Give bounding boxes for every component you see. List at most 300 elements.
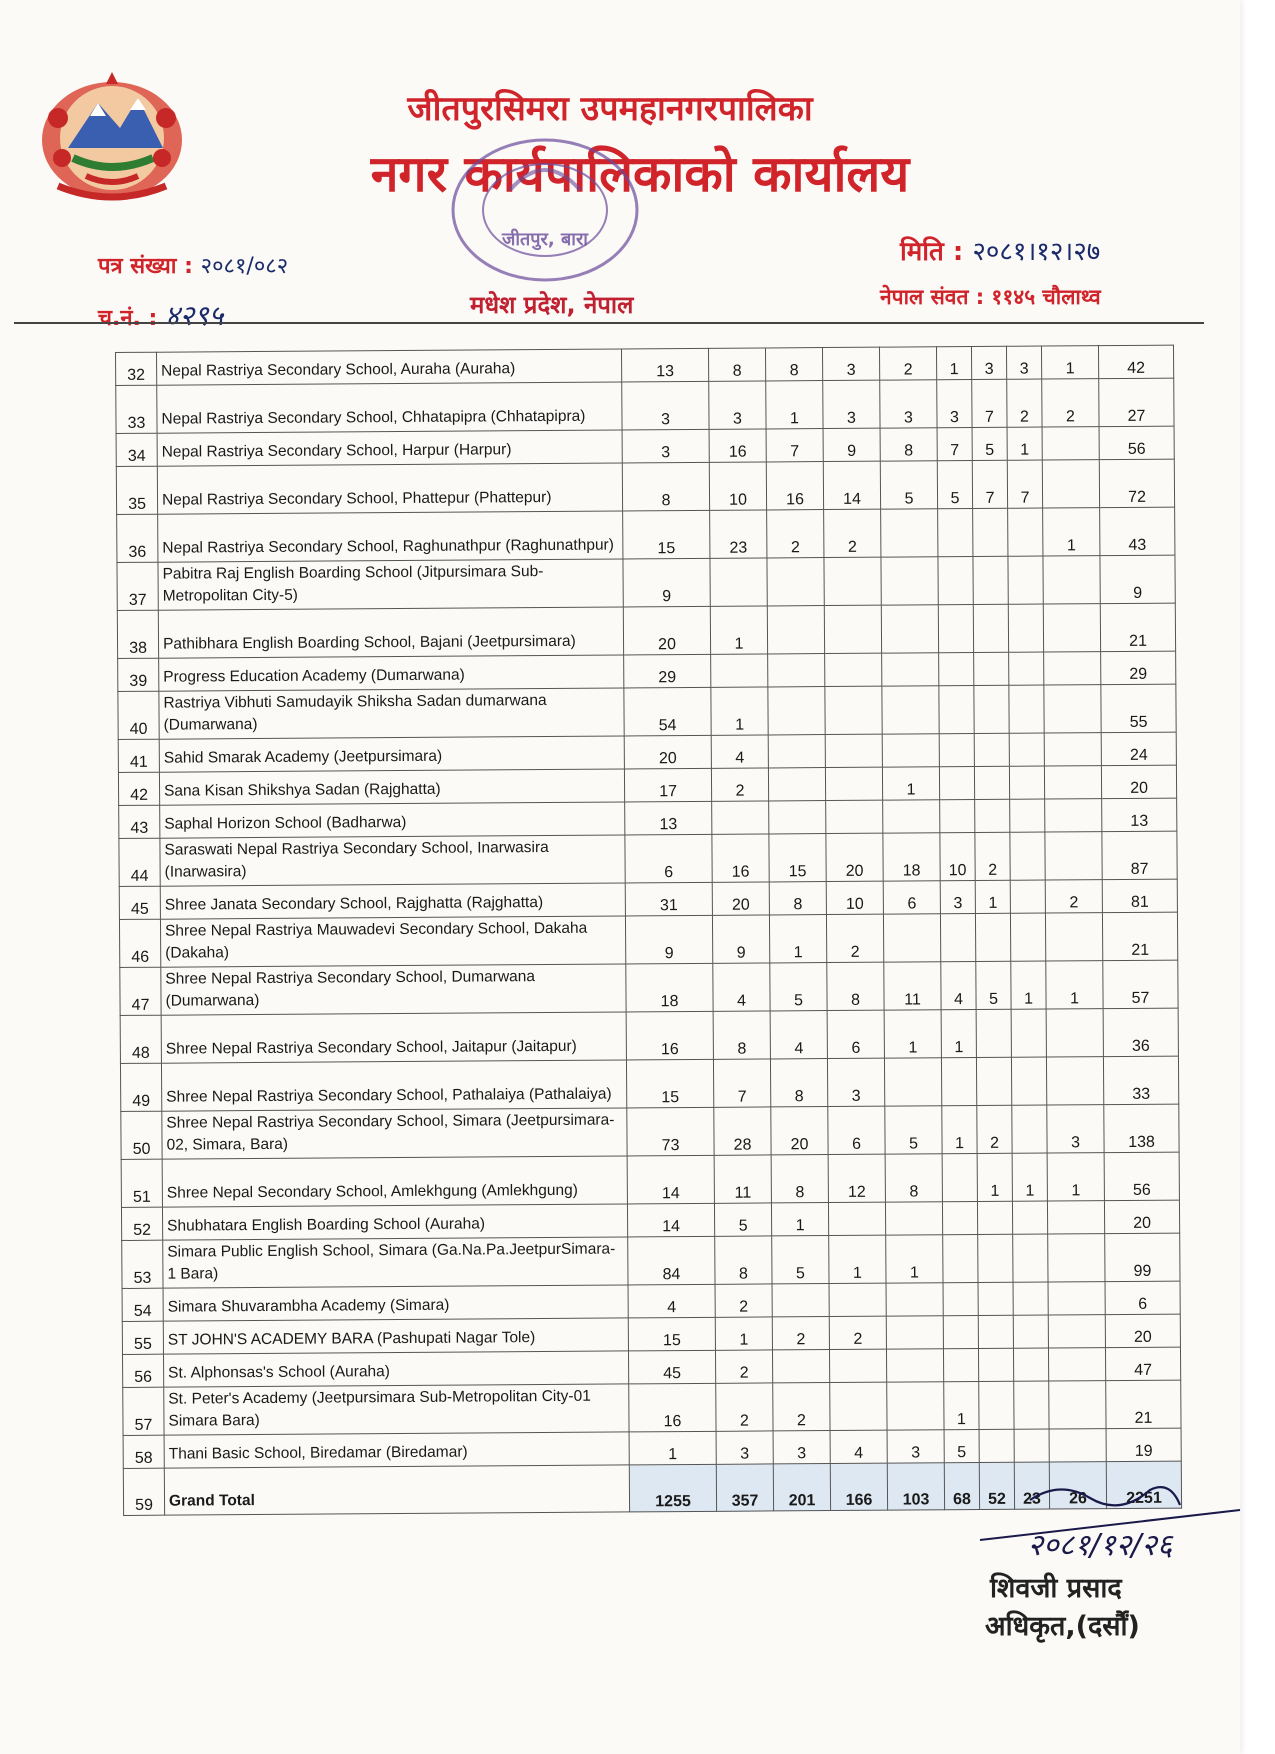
count-cell: 8 [713, 1011, 770, 1059]
count-cell: 1 [884, 1010, 941, 1058]
row-serial: 53 [122, 1240, 163, 1288]
municipality-name: जीतपुरसिमरा उपमहानगरपालिका [407, 89, 813, 129]
count-cell: 20 [771, 1107, 828, 1155]
school-data-table [115, 345, 1182, 1516]
count-cell: 12 [828, 1154, 885, 1202]
table-row [123, 1380, 1181, 1435]
date-label: मिति : [900, 237, 964, 267]
row-serial: 52 [121, 1207, 162, 1240]
row-total: 27 [1099, 378, 1174, 427]
school-name: Sahid Smarak Academy (Jeetpursimara) [159, 736, 624, 772]
row-total: 36 [1103, 1008, 1178, 1057]
table-row [121, 1104, 1179, 1159]
count-cell [942, 1201, 977, 1234]
count-cell [828, 1202, 885, 1235]
row-total: 57 [1103, 960, 1178, 1009]
table-row [118, 684, 1176, 739]
count-cell [943, 1282, 978, 1315]
count-cell [974, 652, 1009, 685]
row-serial: 51 [121, 1159, 162, 1207]
count-cell: 84 [628, 1236, 715, 1285]
row-serial: 54 [122, 1288, 163, 1321]
count-cell: 2 [829, 1316, 886, 1349]
count-cell: 1 [710, 606, 767, 654]
school-name: Progress Education Academy (Dumarwana) [159, 655, 624, 691]
count-cell: 7 [937, 428, 972, 461]
count-cell: 8 [885, 1154, 942, 1202]
count-cell [825, 767, 882, 800]
count-cell: 2 [977, 1105, 1012, 1153]
count-cell: 3 [709, 381, 766, 429]
count-cell: 16 [626, 1011, 713, 1060]
count-cell: 1 [829, 1235, 886, 1283]
count-cell [1013, 1315, 1048, 1348]
count-cell [975, 799, 1010, 832]
row-serial: 38 [117, 610, 158, 658]
count-cell: 2 [711, 768, 768, 801]
count-cell [1009, 733, 1044, 766]
count-cell [772, 1284, 829, 1317]
count-cell: 14 [627, 1155, 714, 1204]
count-cell: 4 [770, 1011, 827, 1059]
count-cell [772, 1350, 829, 1383]
count-cell [883, 914, 940, 962]
row-total: 56 [1104, 1152, 1179, 1201]
count-cell [943, 1348, 978, 1381]
count-cell [974, 766, 1009, 799]
count-cell [1043, 556, 1100, 604]
row-serial: 49 [120, 1063, 161, 1111]
count-cell: 2 [1045, 880, 1102, 913]
count-cell: 10 [826, 881, 883, 914]
grand-total-cell: 201 [773, 1464, 830, 1511]
count-cell [1044, 685, 1101, 733]
count-cell: 2 [773, 1383, 830, 1431]
count-cell: 5 [885, 1106, 942, 1154]
count-cell: 2 [715, 1350, 772, 1383]
count-cell: 1 [886, 1235, 943, 1283]
count-cell: 5 [770, 963, 827, 1011]
count-cell: 15 [623, 510, 710, 559]
count-cell [768, 687, 825, 735]
count-cell: 2 [767, 510, 824, 558]
count-cell [1045, 832, 1102, 880]
letter-number-value: २०८१/०८२ [200, 254, 289, 279]
count-cell: 15 [628, 1317, 715, 1351]
table-row [119, 912, 1177, 967]
count-cell [1044, 733, 1101, 766]
count-cell [976, 1009, 1011, 1057]
count-cell: 1 [1011, 961, 1046, 1009]
count-cell: 9 [712, 915, 769, 963]
count-cell [974, 733, 1009, 766]
table-row [116, 378, 1174, 433]
count-cell [882, 686, 939, 734]
count-cell [979, 1381, 1014, 1429]
school-name: Rastriya Vibhuti Samudayik Shiksha Sadan dumarwana (Dumarwana) [159, 688, 624, 739]
count-cell: 10 [940, 833, 975, 881]
count-cell [883, 800, 940, 833]
count-cell: 1 [766, 381, 823, 429]
row-serial: 46 [119, 919, 160, 967]
row-total: 6 [1105, 1281, 1180, 1315]
count-cell [939, 734, 974, 767]
count-cell: 8 [708, 348, 765, 381]
grand-total-cell: 52 [979, 1462, 1014, 1509]
count-cell: 3 [937, 380, 972, 428]
count-cell: 1 [1046, 961, 1103, 1009]
count-cell [767, 558, 824, 606]
count-cell: 6 [883, 881, 940, 914]
count-cell: 3 [773, 1431, 830, 1464]
row-serial: 32 [116, 352, 157, 385]
count-cell [938, 605, 973, 653]
count-cell: 14 [627, 1203, 714, 1237]
count-cell [940, 914, 975, 962]
row-serial: 42 [118, 772, 159, 805]
row-total: 81 [1102, 879, 1177, 913]
count-cell: 5 [937, 461, 972, 509]
count-cell: 14 [823, 461, 880, 509]
dispatch-number [98, 296, 223, 334]
row-serial: 35 [116, 466, 157, 514]
count-cell: 2 [975, 832, 1010, 880]
row-serial: 56 [122, 1354, 163, 1387]
count-cell: 4 [830, 1430, 887, 1463]
count-cell [1009, 685, 1044, 733]
dispatch-number-value: ४२९५ [165, 299, 224, 332]
count-cell: 8 [771, 1155, 828, 1203]
count-cell [1046, 1057, 1103, 1105]
count-cell [886, 1283, 943, 1316]
row-serial: 48 [120, 1015, 161, 1063]
header-divider [14, 322, 1204, 324]
count-cell [1013, 1282, 1048, 1315]
count-cell: 16 [709, 429, 766, 462]
office-stamp-icon [440, 130, 650, 300]
address: मधेश प्रदेश, नेपाल [470, 291, 634, 319]
count-cell: 15 [769, 834, 826, 882]
count-cell: 3 [1047, 1105, 1104, 1153]
school-name: Shree Nepal Rastriya Secondary School, Jaitapur (Jaitapur) [161, 1012, 626, 1063]
table-row [120, 1008, 1178, 1063]
count-cell [973, 556, 1008, 604]
count-cell: 18 [626, 963, 713, 1012]
count-cell: 1 [936, 347, 971, 380]
school-name: Thani Basic School, Biredamar (Biredamar) [164, 1432, 629, 1468]
row-total: 24 [1101, 732, 1176, 766]
count-cell [977, 1201, 1012, 1234]
table-row [119, 831, 1177, 886]
count-cell: 3 [940, 881, 975, 914]
count-cell: 13 [621, 348, 708, 382]
count-cell: 5 [880, 461, 937, 509]
count-cell: 1 [975, 880, 1010, 913]
count-cell: 11 [884, 962, 941, 1010]
count-cell: 1 [769, 915, 826, 963]
count-cell: 1 [629, 1431, 716, 1465]
count-cell: 1 [1012, 1153, 1047, 1201]
count-cell [943, 1315, 978, 1348]
school-name: ST JOHN'S ACADEMY BARA (Pashupati Nagar Tole) [163, 1318, 628, 1354]
count-cell: 3 [716, 1431, 773, 1464]
count-cell [769, 801, 826, 834]
count-cell: 73 [627, 1107, 714, 1156]
row-serial: 41 [118, 739, 159, 772]
school-name: Sana Kisan Shikshya Sadan (Rajghatta) [159, 769, 624, 805]
count-cell [1045, 913, 1102, 961]
school-name: Pathibhara English Boarding School, Bajani (Jeetpursimara) [158, 607, 623, 658]
count-cell: 8 [770, 1059, 827, 1107]
row-serial: 43 [119, 805, 160, 838]
row-serial: 40 [118, 691, 159, 739]
count-cell [1009, 766, 1044, 799]
count-cell: 2 [826, 914, 883, 962]
count-cell: 2 [772, 1317, 829, 1350]
count-cell: 5 [944, 1429, 979, 1462]
count-cell [938, 509, 973, 557]
row-total: 72 [1099, 459, 1174, 508]
row-serial: 59 [123, 1468, 164, 1515]
count-cell: 7 [972, 460, 1007, 508]
count-cell: 2 [715, 1284, 772, 1317]
date-value: २०८१।१२।२७ [972, 237, 1101, 267]
count-cell [824, 557, 881, 605]
count-cell [976, 1057, 1011, 1105]
count-cell [938, 557, 973, 605]
count-cell: 5 [972, 427, 1007, 460]
count-cell [1010, 799, 1045, 832]
row-serial: 57 [123, 1387, 164, 1435]
count-cell [1011, 1057, 1046, 1105]
count-cell: 15 [626, 1059, 713, 1108]
signatory-title: अधिकृत,(दर्सौं) [985, 1611, 1140, 1642]
row-serial: 50 [121, 1111, 162, 1159]
row-total: 138 [1104, 1104, 1179, 1153]
count-cell: 9 [823, 428, 880, 461]
count-cell [978, 1234, 1013, 1282]
count-cell: 3 [827, 1058, 884, 1106]
count-cell: 6 [625, 834, 712, 883]
count-cell: 9 [623, 558, 710, 607]
count-cell [768, 768, 825, 801]
row-serial: 39 [118, 658, 159, 691]
count-cell [825, 686, 882, 734]
count-cell: 6 [828, 1106, 885, 1154]
count-cell [1046, 1009, 1103, 1057]
school-name: Simara Public English School, Simara (Ga.Na.Pa.JeetpurSimara-1 Bara) [163, 1237, 628, 1288]
count-cell: 6 [827, 1010, 884, 1058]
count-cell [1008, 508, 1043, 556]
table-row [117, 603, 1175, 658]
school-name: St. Peter's Academy (Jeetpursimara Sub-Metropolitan City-01 Simara Bara) [164, 1384, 629, 1435]
grand-total-cell: 357 [716, 1464, 773, 1511]
count-cell: 29 [624, 654, 711, 688]
count-cell [826, 800, 883, 833]
row-total: 20 [1101, 765, 1176, 799]
table-row [122, 1233, 1180, 1288]
count-cell: 8 [827, 962, 884, 1010]
count-cell: 5 [772, 1236, 829, 1284]
count-cell: 8 [715, 1236, 772, 1284]
school-name: Nepal Rastriya Secondary School, Auraha (Auraha) [157, 349, 622, 385]
school-name: Nepal Rastriya Secondary School, Chhatapipra (Chhatapipra) [157, 382, 622, 433]
count-cell: 16 [766, 462, 823, 510]
count-cell: 1 [771, 1203, 828, 1236]
count-cell [973, 508, 1008, 556]
row-serial: 45 [119, 886, 160, 919]
count-cell: 4 [941, 962, 976, 1010]
row-total: 33 [1103, 1056, 1178, 1105]
row-total: 9 [1100, 555, 1175, 604]
count-cell [712, 801, 769, 834]
row-total: 43 [1100, 507, 1175, 556]
count-cell [940, 800, 975, 833]
count-cell [941, 1058, 976, 1106]
count-cell [939, 767, 974, 800]
count-cell [881, 605, 938, 653]
row-total: 99 [1105, 1233, 1180, 1282]
letter-number [98, 250, 288, 280]
count-cell: 3 [880, 380, 937, 428]
count-cell [1012, 1201, 1047, 1234]
count-cell [1013, 1348, 1048, 1381]
count-cell [767, 606, 824, 654]
school-name: St. Alphonsas's School (Auraha) [163, 1351, 628, 1387]
count-cell: 20 [623, 606, 710, 655]
school-name: Shree Nepal Rastriya Secondary School, Dumarwana (Dumarwana) [161, 964, 626, 1015]
count-cell: 8 [622, 462, 709, 511]
grand-total-label: Grand Total [164, 1465, 629, 1515]
count-cell [1010, 913, 1045, 961]
count-cell [768, 654, 825, 687]
count-cell [884, 1058, 941, 1106]
count-cell [1044, 652, 1101, 685]
row-total: 19 [1106, 1428, 1181, 1462]
count-cell: 1 [715, 1317, 772, 1350]
row-serial: 55 [122, 1321, 163, 1354]
count-cell [881, 509, 938, 557]
table-row [116, 459, 1174, 514]
count-cell [1012, 1105, 1047, 1153]
count-cell: 2 [1007, 379, 1042, 427]
count-cell [1048, 1315, 1105, 1348]
school-name: Shree Janata Secondary School, Rajghatta (Rajghatta) [160, 883, 625, 919]
school-name: Shree Nepal Rastriya Mauwadevi Secondary School, Dakaha (Dakaha) [160, 916, 625, 967]
count-cell: 1 [942, 1106, 977, 1154]
count-cell [768, 735, 825, 768]
count-cell: 28 [714, 1107, 771, 1155]
count-cell [887, 1382, 944, 1430]
stamp-inner-text: जीतपुर, बारा [502, 229, 588, 250]
count-cell: 3 [1006, 346, 1041, 379]
table-row [121, 1152, 1179, 1207]
count-cell [1009, 652, 1044, 685]
grand-total-cell: 1255 [629, 1464, 716, 1512]
count-cell [1042, 427, 1099, 460]
count-cell: 3 [823, 380, 880, 428]
count-cell [1042, 460, 1099, 508]
grand-total-cell: 26 [1049, 1462, 1106, 1509]
count-cell: 7 [1007, 460, 1042, 508]
count-cell [1010, 832, 1045, 880]
table-row [120, 1056, 1178, 1111]
count-cell: 7 [972, 379, 1007, 427]
school-name: Nepal Rastriya Secondary School, Harpur (Harpur) [157, 430, 622, 466]
count-cell: 31 [625, 882, 712, 916]
count-cell [710, 558, 767, 606]
count-cell: 20 [826, 833, 883, 881]
row-total: 29 [1101, 651, 1176, 685]
nepal-samvat: नेपाल संवत : ११४५ चौलाथ्व [880, 285, 1101, 309]
count-cell [882, 734, 939, 767]
row-serial: 34 [116, 433, 157, 466]
count-cell [939, 653, 974, 686]
grand-total-cell: 68 [944, 1462, 979, 1509]
row-total: 21 [1106, 1380, 1181, 1429]
count-cell [973, 604, 1008, 652]
count-cell: 45 [628, 1350, 715, 1384]
count-cell: 5 [714, 1203, 771, 1236]
count-cell [885, 1202, 942, 1235]
grand-total-cell: 23 [1014, 1462, 1049, 1509]
table-row [117, 555, 1175, 610]
count-cell: 18 [883, 833, 940, 881]
count-cell [1044, 766, 1101, 799]
count-cell: 20 [624, 735, 711, 769]
count-cell: 8 [765, 348, 822, 381]
letter-number-label: पत्र संख्या : [98, 254, 193, 279]
date [900, 232, 1100, 268]
count-cell: 2 [824, 509, 881, 557]
count-cell: 5 [976, 961, 1011, 1009]
grand-total-cell: 166 [830, 1463, 887, 1510]
count-cell: 1 [977, 1153, 1012, 1201]
school-name: Shubhatara English Boarding School (Auraha) [162, 1204, 627, 1240]
count-cell [1013, 1234, 1048, 1282]
school-name: Simara Shuvarambha Academy (Simara) [163, 1285, 628, 1321]
table-row [120, 960, 1178, 1015]
count-cell: 54 [624, 687, 711, 736]
count-cell [1010, 880, 1045, 913]
grand-total-value: 2251 [1106, 1461, 1181, 1509]
count-cell: 10 [709, 462, 766, 510]
count-cell: 9 [625, 915, 712, 964]
school-name: Shree Nepal Secondary School, Amlekhgung (Amlekhgung) [162, 1156, 627, 1207]
count-cell: 3 [622, 381, 709, 430]
count-cell: 1 [944, 1381, 979, 1429]
count-cell: 1 [1007, 427, 1042, 460]
count-cell [1045, 799, 1102, 832]
count-cell [1048, 1348, 1105, 1381]
row-total: 13 [1102, 798, 1177, 832]
count-cell: 1 [711, 687, 768, 735]
count-cell [830, 1382, 887, 1430]
count-cell [825, 653, 882, 686]
count-cell [978, 1282, 1013, 1315]
count-cell [978, 1348, 1013, 1381]
count-cell [829, 1349, 886, 1382]
grand-total-cell: 103 [887, 1463, 944, 1510]
count-cell: 23 [710, 510, 767, 558]
count-cell: 1 [1047, 1153, 1104, 1201]
row-total: 47 [1105, 1347, 1180, 1381]
school-name: Nepal Rastriya Secondary School, Raghunathpur (Raghunathpur) [158, 511, 623, 562]
count-cell: 3 [622, 429, 709, 463]
count-cell: 4 [711, 735, 768, 768]
row-total: 21 [1102, 912, 1177, 961]
count-cell: 2 [716, 1383, 773, 1431]
